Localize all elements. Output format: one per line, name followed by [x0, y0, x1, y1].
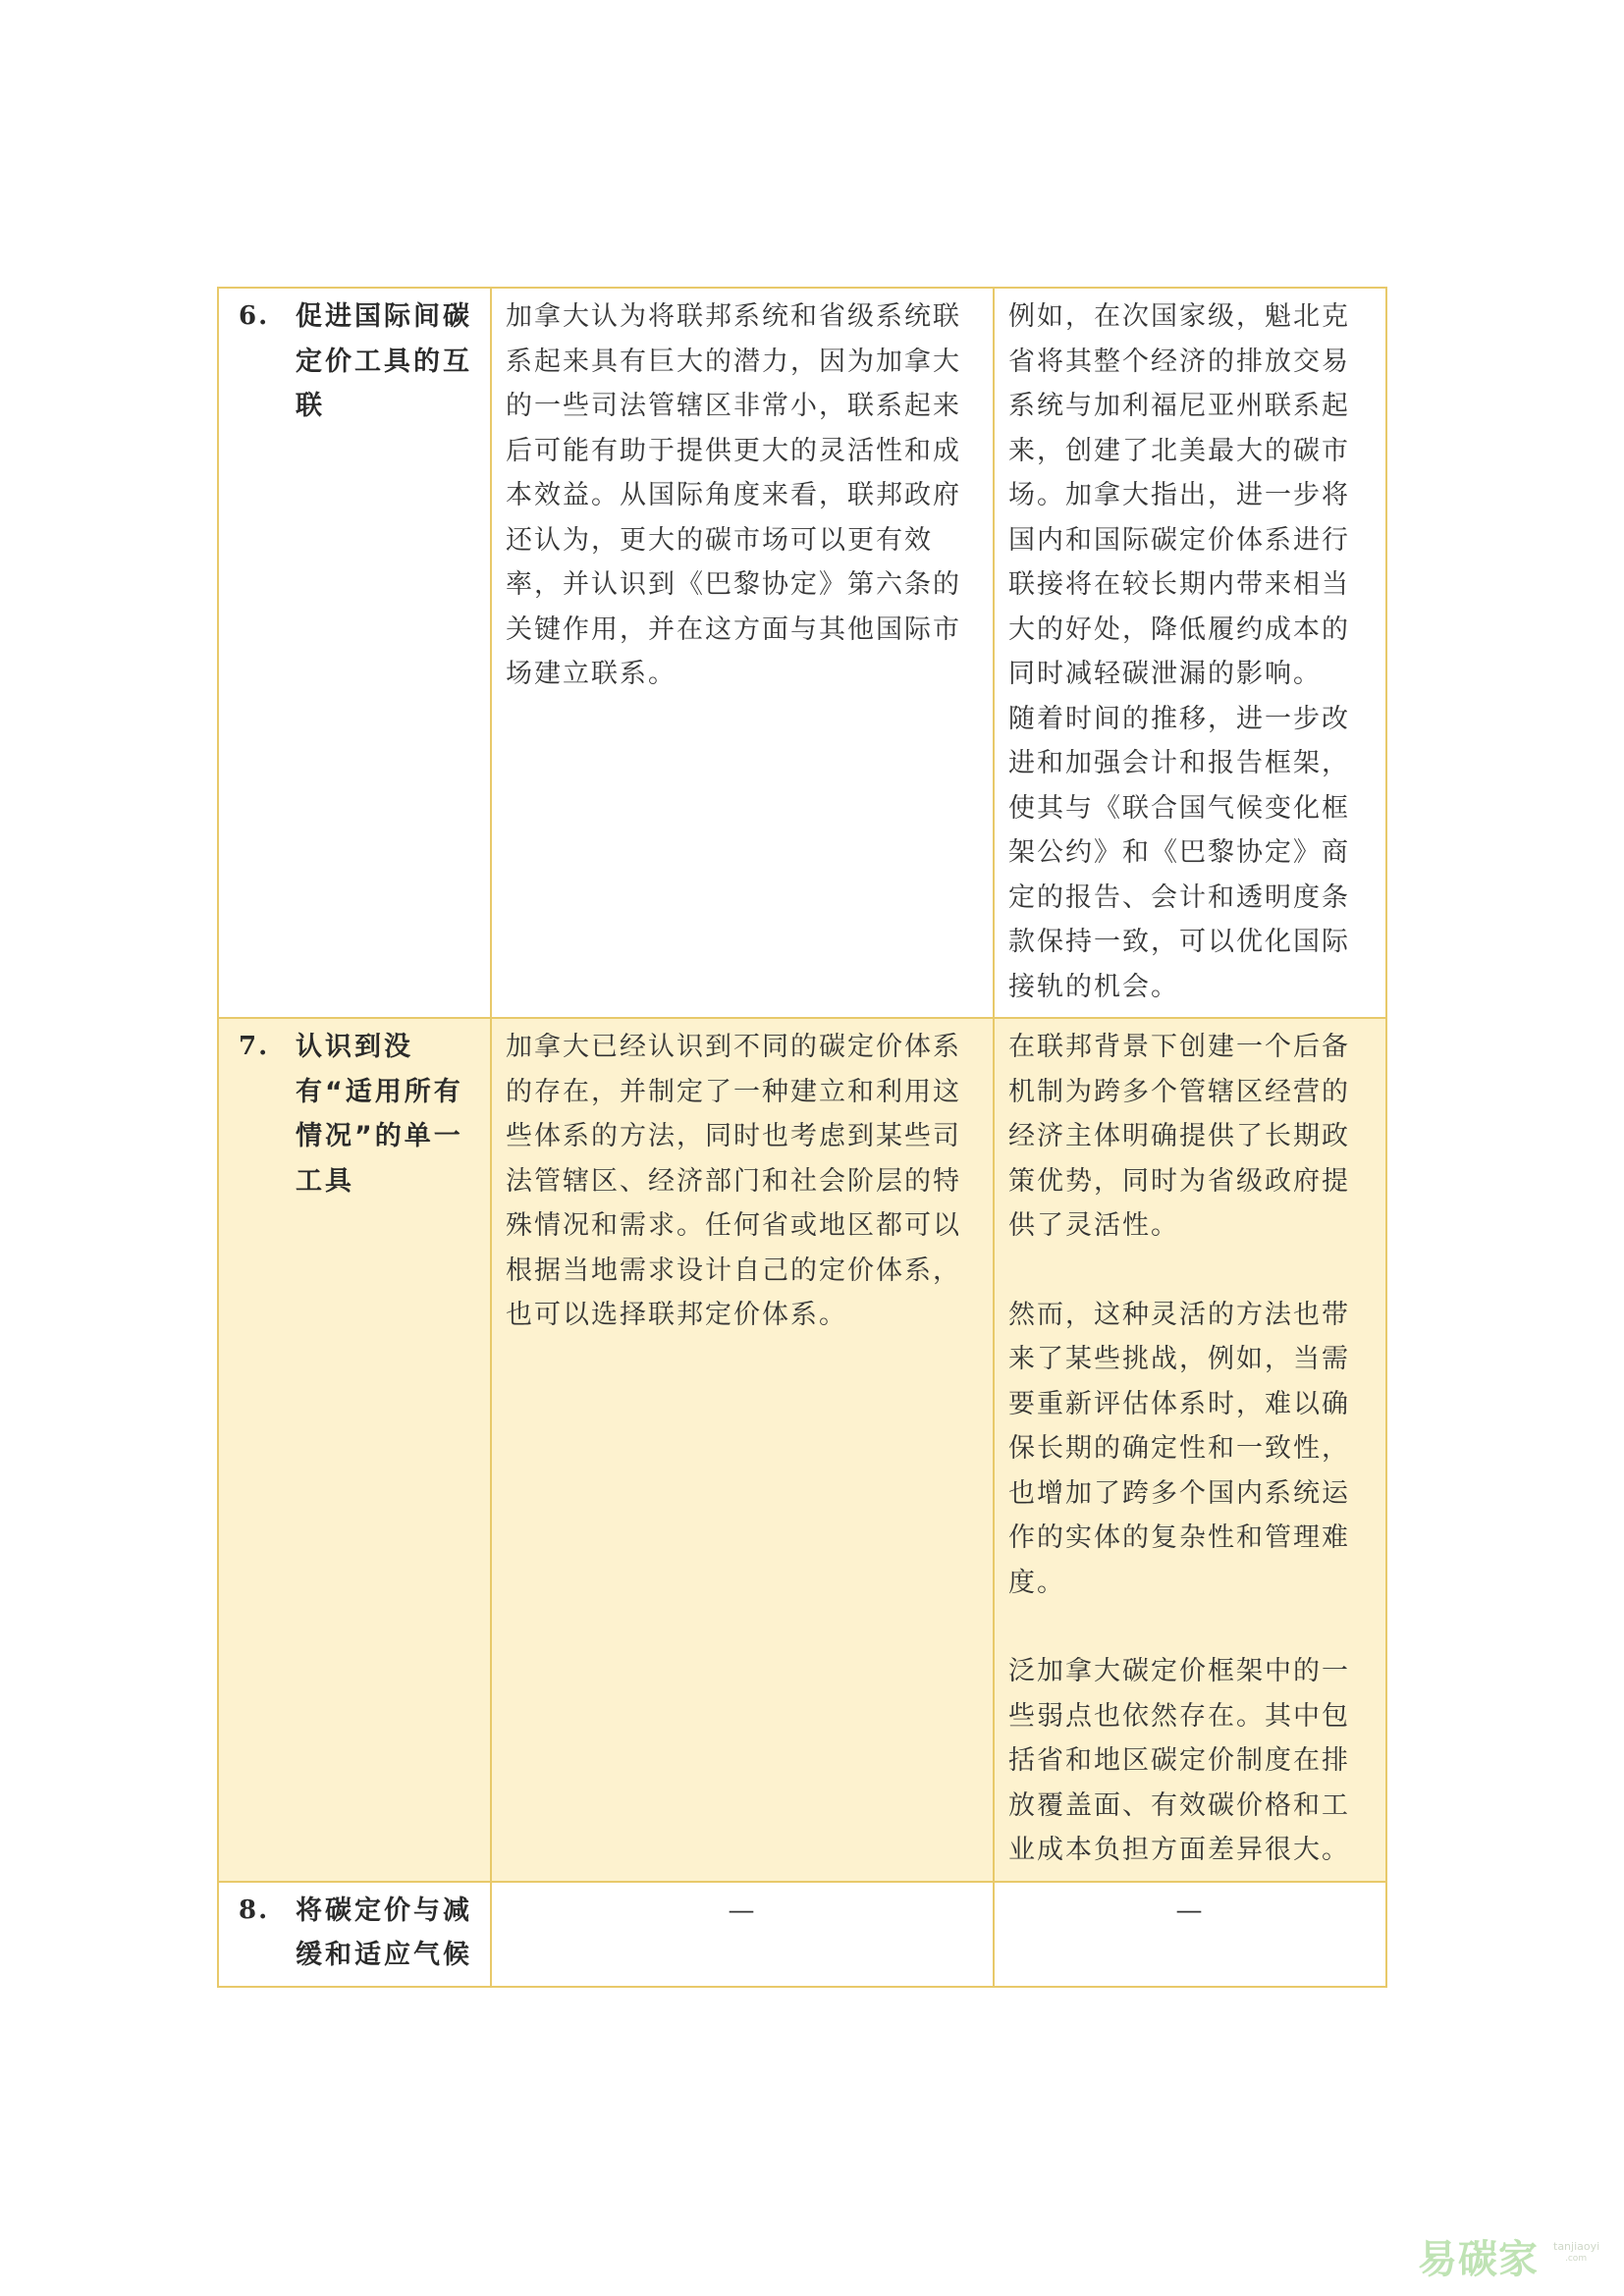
- empty-dash: —: [1175, 1895, 1205, 1926]
- row-title: 促进国际间碳定价工具的互联: [296, 301, 472, 421]
- watermark-logo: [1418, 2228, 1614, 2283]
- explanation-cell: [491, 1882, 994, 1987]
- watermark-subtext: tanjiaoyi: [1553, 2240, 1600, 2253]
- row-title: 将碳定价与减缓和适应气候: [296, 1895, 472, 1970]
- notes-paragraph: 随着时间的推移，进一步改进和加强会计和报告框架，使其与《联合国气候变化框架公约》和《巴黎协定》商定的报告、会计和透明度条款保持一致，可以优化国际接轨的机会。: [1008, 703, 1350, 1002]
- row-number: 7.: [239, 1032, 270, 1061]
- notes-cell: [994, 288, 1386, 1018]
- notes-paragraph: 泛加拿大碳定价框架中的一些弱点也依然存在。其中包括省和地区碳定价制度在排放覆盖面、有效碳价格和工业成本负担方面差异很大。: [1008, 1656, 1350, 1865]
- notes-cell: [994, 1882, 1386, 1987]
- notes-cell: [994, 1018, 1386, 1882]
- paragraph-gap: [1008, 1249, 1372, 1293]
- empty-dash: —: [728, 1895, 757, 1926]
- notes-paragraph: 在联邦背景下创建一个后备机制为跨多个管辖区经营的经济主体明确提供了长期政策优势，同时为省级政府提供了灵活性。: [1008, 1032, 1350, 1241]
- row-title: 认识到没有“适用所有情况”的单一工具: [296, 1032, 463, 1197]
- table-row: [218, 1882, 1386, 1987]
- row-number: 6.: [239, 301, 270, 331]
- paragraph-gap: [1008, 1605, 1372, 1649]
- table-row: [218, 288, 1386, 1018]
- notes-paragraph: 例如，在次国家级，魁北克省将其整个经济的排放交易系统与加利福尼亚州联系起来，创建了北美最大的碳市场。加拿大指出，进一步将国内和国际碳定价体系进行联接将在较长期内带来相当大的好处，降低履约成本的同时减轻碳泄漏的影响。: [1008, 301, 1350, 689]
- notes-paragraph: 然而，这种灵活的方法也带来了某些挑战，例如，当需要重新评估体系时，难以确保长期的确定性和一致性，也增加了跨多个国内系统运作的实体的复杂性和管理难度。: [1008, 1299, 1350, 1598]
- policy-table: [217, 287, 1387, 1988]
- row-heading-cell: [218, 1882, 491, 1987]
- row-number: 8.: [239, 1895, 270, 1925]
- watermark-domain: .com: [1565, 2254, 1588, 2264]
- explanation-text: 加拿大认为将联邦系统和省级系统联系起来具有巨大的潜力，因为加拿大的一些司法管辖区非常小，联系起来后可能有助于提供更大的灵活性和成本效益。从国际角度来看，联邦政府还认为，更大的碳市场可以更有效率，并认识到《巴黎协定》第六条的关键作用，并在这方面与其他国际市场建立联系。: [506, 301, 961, 689]
- explanation-cell: [491, 1018, 994, 1882]
- explanation-text: 加拿大已经认识到不同的碳定价体系的存在，并制定了一种建立和利用这些体系的方法，同时也考虑到某些司法管辖区、经济部门和社会阶层的特殊情况和需求。任何省或地区都可以根据当地需求设计自己的定价体系，也可以选择联邦定价体系。: [506, 1032, 961, 1330]
- row-heading-cell: [218, 288, 491, 1018]
- table-row: [218, 1018, 1386, 1882]
- row-heading-cell: [218, 1018, 491, 1882]
- explanation-cell: [491, 288, 994, 1018]
- watermark-text: 易碳家: [1418, 2237, 1539, 2282]
